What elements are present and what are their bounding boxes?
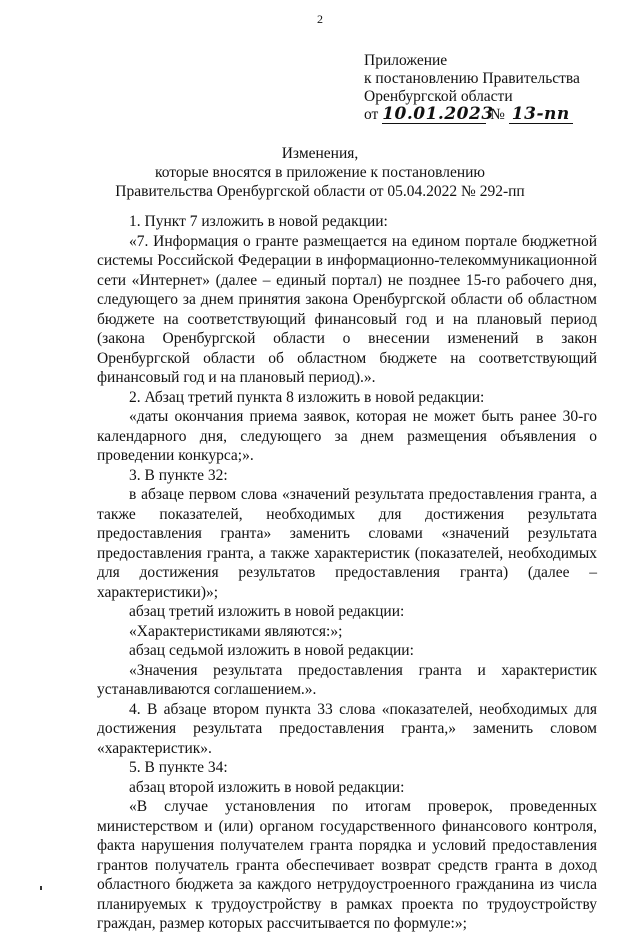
paragraph-item-32-seventh: абзац седьмой изложить в новой редакции: [129, 642, 414, 659]
paragraph-item-34-second-text: «В случае установления по итогам проверок, проведенных министерством и (или) органом государственного финансового контроля, факта нарушения получателем гранта порядка и условий предоставления грантов получатель гранта обеспечивает возврат средств гранта в доход областного бюджета за каждого нетрудоустроенного гражданина из числа планируемых к трудоустройству в рамках проекта по трудоустройству граждан, размер которых рассчитывается по формуле:»; [97, 798, 597, 932]
paragraph-item-8-text: «даты окончания приема заявок, которая не может быть ранее 30-го календарного дня, следующего за днем размещения объявления о проведении конкурса;». [97, 408, 597, 464]
scan-mark [40, 886, 42, 890]
paragraph-item-4: 4. В абзаце втором пункта 33 слова «показателей, необходимых для достижения результата предоставления гранта,» заменить словом «характеристик». [97, 700, 597, 757]
handwritten-number: 13-пп [511, 104, 570, 124]
paragraph-item-5: 5. В пункте 34: [129, 759, 228, 776]
document-body [97, 212, 597, 934]
appendix-line-3: Оренбургской области [364, 88, 513, 105]
appendix-block [364, 52, 580, 124]
page-number: 2 [317, 12, 323, 26]
paragraph-item-32-seventh-text: «Значения результата предоставления гранта и характеристик устанавливаются соглашением.». [97, 661, 597, 698]
paragraph-item-34-second: абзац второй изложить в новой редакции: [129, 778, 405, 796]
title-line-1: Изменения, [281, 145, 359, 162]
number-prefix: № [490, 106, 505, 123]
paragraph-item-1: 1. Пункт 7 изложить в новой редакции: [129, 213, 388, 230]
paragraph-item-32-first: в абзаце первом слова «значений результата предоставления гранта, а также показателей, необходимых для достижения результата предоставления гранта» заменить словами «значений результата предоставления гранта, а также характеристик (показателей, необходимых для достижения результатов предоставления гранта) (далее – характеристики)»; [97, 486, 597, 601]
paragraph-item-2: 2. Абзац третий пункта 8 изложить в новой редакции: [129, 388, 485, 406]
handwritten-date: 10.01.2023 [382, 104, 494, 124]
paragraph-item-7-text: «7. Информация о гранте размещается на едином портале бюджетной системы Российской Федерации в информационно-телекоммуникационной сети «Интернет» (далее – единый портал) не позднее 15-го рабочего дня, следующего за днем принятия закона Оренбургской области об областном бюджете на соответствующий финансовый год и на плановый период (закона Оренбургской области о внесении изменений в закон Оренбургской области об областном бюджете на соответствующий финансовый год и на плановый период).». [97, 232, 597, 386]
title-line-3: Правительства Оренбургской области от 05.04.2022 № 292-пп [115, 183, 525, 200]
paragraph-item-3: 3. В пункте 32: [129, 466, 228, 484]
paragraph-item-32-third-text: «Характеристиками являются:»; [129, 622, 343, 640]
title-line-2: которые вносятся в приложение к постановлению [155, 164, 485, 181]
appendix-date-row [364, 106, 580, 124]
appendix-line-2: к постановлению Правительства [364, 70, 580, 87]
date-prefix: от [364, 106, 379, 123]
document-title [0, 144, 640, 201]
paragraph-item-32-third: абзац третий изложить в новой редакции: [129, 603, 405, 620]
appendix-title: Приложение [364, 52, 448, 69]
